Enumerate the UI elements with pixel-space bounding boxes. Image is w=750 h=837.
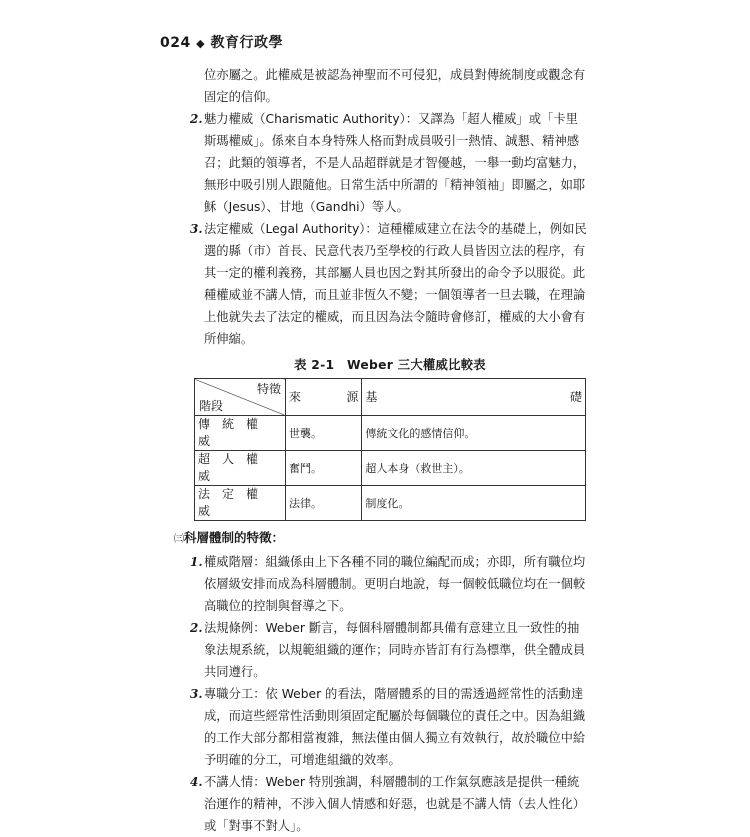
page-number: 024 bbox=[160, 35, 191, 51]
item-text: 不講人情：Weber 特別強調，科層體制的工作氣氛應該是提供一種統治運作的精神，不涉入個人情感和好惡，也就是不講人情（去人性化）或「對事不對人」。 bbox=[204, 775, 586, 833]
page-header bbox=[160, 32, 283, 52]
list-item-rules bbox=[190, 617, 590, 683]
item-number: 2. bbox=[190, 621, 203, 635]
row-label: 超人權威 bbox=[195, 451, 286, 486]
item-text: 權威階層：組織係由上下各種不同的職位編配而成；亦即，所有職位均依層級安排而成為科層體制。更明白地說，每一個較低職位均在一個較高職位的控制與督導之下。 bbox=[204, 555, 586, 613]
item-text: 魅力權威（Charismatic Authority）：又譯為「超人權威」或「卡里斯瑪權威」。係來自本身特殊人格而對成員吸引一熱情、誠懇、精神感召；此類的領導者，不是人品超群就是才智優越，一舉一動均富魅力，無形中吸引別人跟隨他。日常生活中所謂的「精神領袖」即屬之，如耶穌（Jesus）、甘地（Gandhi）等人。 bbox=[204, 112, 586, 214]
item-number: 3. bbox=[190, 687, 203, 701]
corner-bottom-label: 階段 bbox=[199, 399, 224, 413]
column-header-basis: 基 礎 bbox=[362, 379, 586, 416]
source-cell: 奮鬥。 bbox=[286, 451, 362, 486]
corner-top-label: 特徵 bbox=[256, 382, 281, 396]
source-cell: 世襲。 bbox=[286, 416, 362, 451]
row-label: 法定權威 bbox=[195, 486, 286, 521]
item-number: 4. bbox=[190, 775, 203, 789]
list-item-impersonality bbox=[190, 771, 590, 837]
page-body bbox=[174, 64, 590, 837]
list-item-division-of-labor bbox=[190, 683, 590, 771]
source-cell: 法律。 bbox=[286, 486, 362, 521]
table-header-row bbox=[195, 379, 586, 416]
table-row bbox=[195, 451, 586, 486]
item-text: 專職分工：依 Weber 的看法，階層體系的目的需透過經常性的活動達成，而這些經常性活動則須固定配屬於每個職位的責任之中。因為組織的工作大部分都相當複雜，無法僅由個人獨立有效執行，故於職位中給予明確的分工，可增進組織的效率。 bbox=[204, 687, 586, 767]
list-item-legal-authority bbox=[190, 218, 590, 350]
table-row bbox=[195, 486, 586, 521]
list-item-hierarchy bbox=[190, 551, 590, 617]
item-text: 法定權威（Legal Authority）：這種權威建立在法令的基礎上，例如民選的縣（市）首長、民意代表乃至學校的行政人員皆因立法的程序，有其一定的權利義務，其部屬人員也因之對其所發出的命令予以服從。此種權威並不講人情，而且並非恆久不變；一個領導者一旦去職，在理論上他就失去了法定的權威，而且因為法令隨時會修訂，權威的大小會有所伸縮。 bbox=[204, 222, 587, 346]
table-row bbox=[195, 416, 586, 451]
table-title: 表 2-1 Weber 三大權威比較表 bbox=[294, 358, 486, 372]
item-number: 1. bbox=[190, 555, 203, 569]
basis-cell: 傳統文化的感情信仰。 bbox=[362, 416, 586, 451]
column-header-source: 來 源 bbox=[286, 379, 362, 416]
authority-comparison-table bbox=[194, 378, 586, 521]
section-heading-text: 科層體制的特徵： bbox=[184, 530, 285, 545]
section-heading bbox=[174, 527, 590, 551]
row-label: 傳統權威 bbox=[195, 416, 286, 451]
item-number: 2. bbox=[190, 112, 203, 126]
list-item-charismatic-authority bbox=[190, 108, 590, 218]
item-text: 法規條例：Weber 斷言，每個科層體制都具備有意建立且一致性的抽象法規系統，以規範組織的運作；同時亦皆訂有行為標準，供全體成員共同遵行。 bbox=[204, 621, 586, 679]
basis-cell: 制度化。 bbox=[362, 486, 586, 521]
book-title: 教育行政學 bbox=[210, 35, 283, 51]
table-corner-cell bbox=[195, 379, 286, 416]
section-marker: ㈢ bbox=[174, 534, 184, 545]
basis-cell: 超人本身（救世主）。 bbox=[362, 451, 586, 486]
intro-continuation: 位亦屬之。此權威是被認為神聖而不可侵犯，成員對傳統制度或觀念有固定的信仰。 bbox=[204, 68, 586, 104]
diamond-icon: ◆ bbox=[196, 37, 206, 50]
item-number: 3. bbox=[190, 222, 203, 236]
